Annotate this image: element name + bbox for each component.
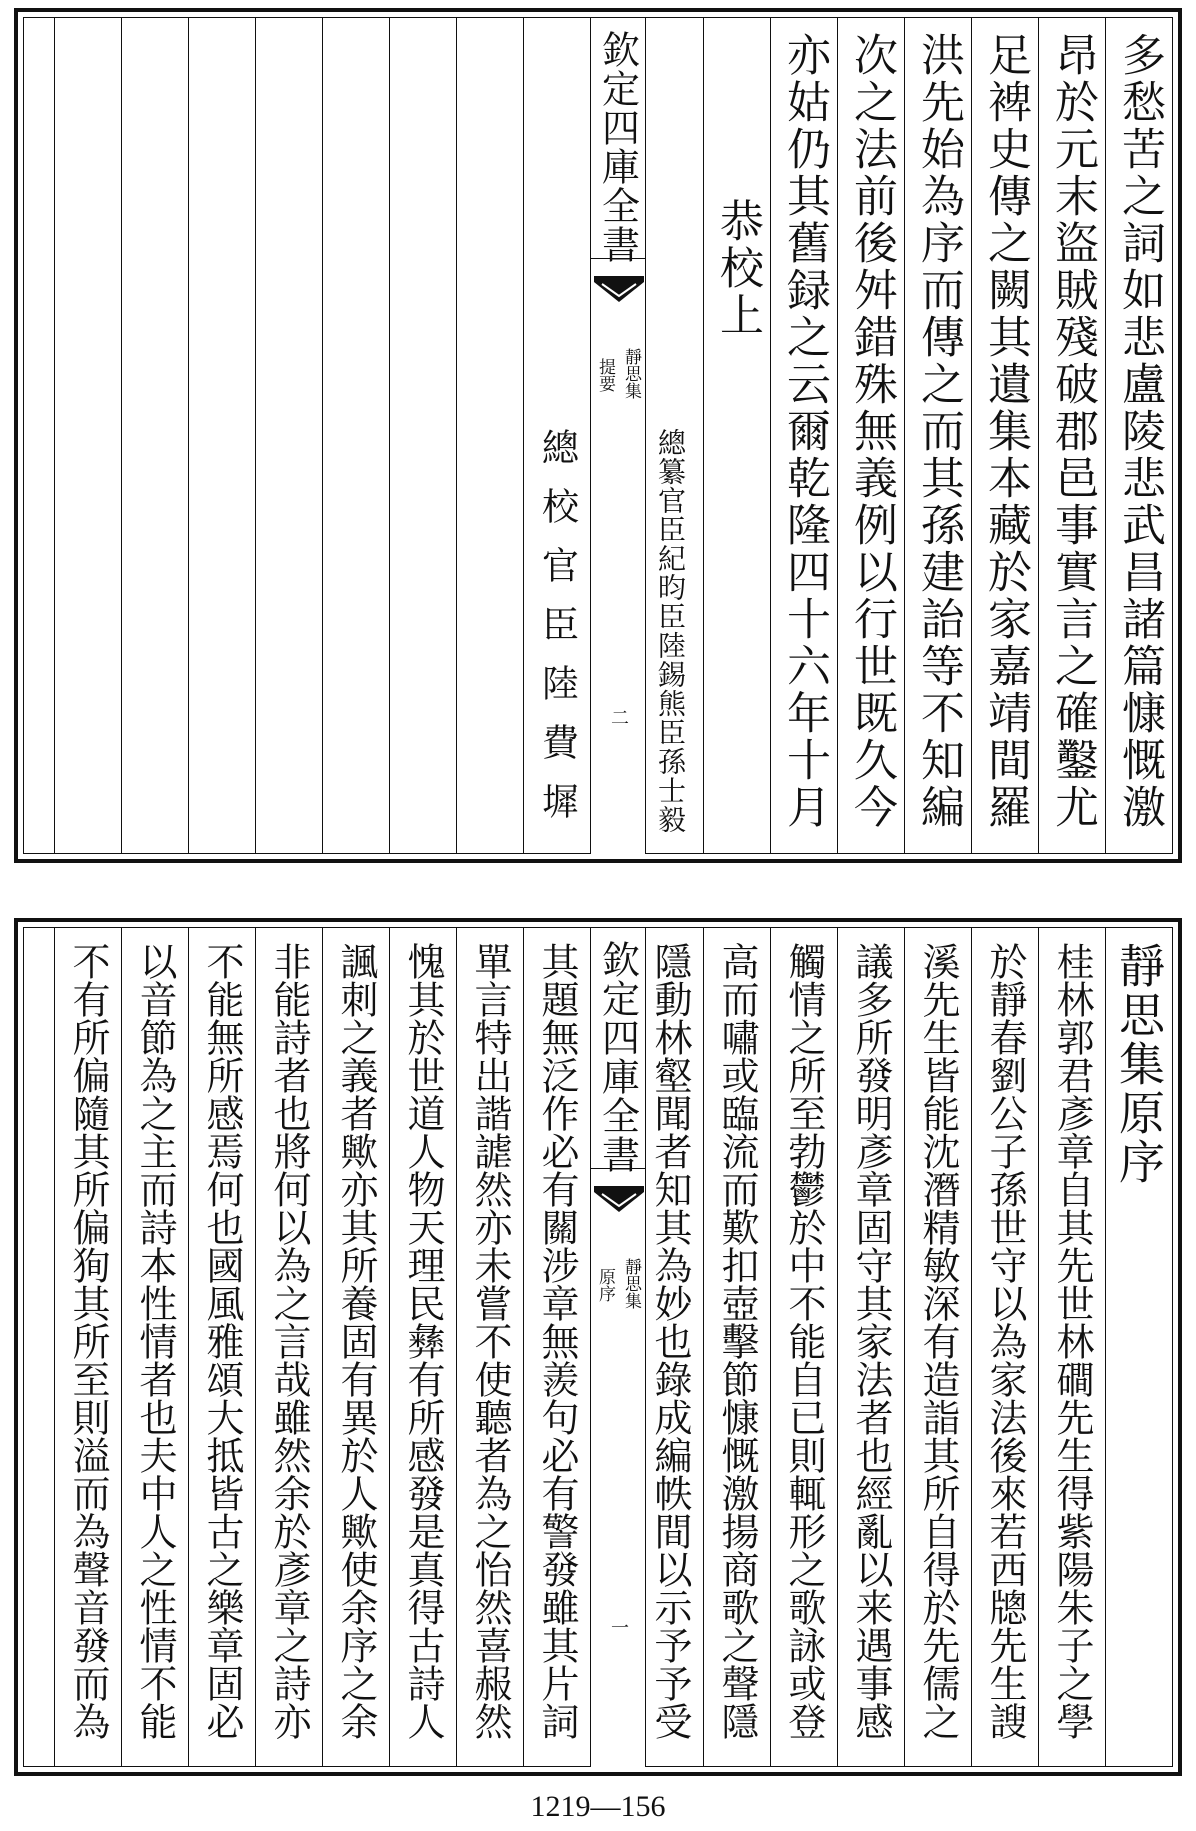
text-column <box>121 928 188 1767</box>
bottom-page <box>14 918 1182 1776</box>
text-column <box>188 18 255 854</box>
text-column <box>121 18 188 854</box>
column-text: 愧其於世道人物天理民彝有所感發是真得古詩人 <box>401 942 445 1740</box>
text-column <box>456 18 523 854</box>
compiler-credit: 總纂官臣紀昀臣陸錫熊臣孫士毅 <box>654 428 687 834</box>
column-text: 桂林郭君彥章自其先世林磵先生得紫陽朱子之學 <box>1050 942 1094 1740</box>
text-column <box>188 928 255 1767</box>
page-number: 二 <box>608 708 629 726</box>
column-text: 次之法前後舛錯殊無義例以行世既久今 <box>846 32 897 831</box>
text-column <box>322 18 389 854</box>
book-title: 欽定四庫全書 <box>595 30 640 264</box>
proofreader-credit: 總校官臣陸費墀 <box>535 428 579 841</box>
column-text: 不有所偏隨其所偏狥其所至則溢而為聲音發而為 <box>66 942 110 1740</box>
text-column <box>389 18 456 854</box>
banner-section: 原序 <box>595 1268 615 1302</box>
column-text: 議多所發明彥章固守其家法者也經亂以来遇事感 <box>849 942 893 1740</box>
column-text: 於靜春劉公子孫世守以為家法後來若西牕先生謏 <box>983 942 1027 1740</box>
catalog-number: 1219—156 <box>530 1790 666 1823</box>
column-text: 以音節為之主而詩本性情者也夫中人之性情不能 <box>133 942 177 1740</box>
banner-subtitle: 靜思集 <box>621 1258 641 1309</box>
text-column <box>255 928 322 1767</box>
text-column <box>837 18 904 854</box>
text-column <box>1038 18 1105 854</box>
text-column <box>636 18 703 854</box>
text-column <box>322 928 389 1767</box>
column-text: 亦姑仍其舊録之云爾乾隆四十六年十月 <box>779 32 830 831</box>
center-banner <box>590 18 646 854</box>
column-text: 洪先始為序而傳之而其孫建詒等不知編 <box>913 32 964 831</box>
column-text: 昂於元末盜賊殘破郡邑事實言之確鑿尤 <box>1047 32 1098 831</box>
center-banner <box>590 928 646 1767</box>
column-text: 非能詩者也將何以為之言哉雖然余於彥章之詩亦 <box>267 942 311 1740</box>
text-column <box>1105 928 1172 1767</box>
banner-subtitle: 靜思集 <box>621 348 641 399</box>
column-text: 足裨史傳之闕其遺集本藏於家嘉靖間羅 <box>980 32 1031 831</box>
column-text: 高而嘯或臨流而歎扣壺擊節慷慨激揚商歌之聲隱 <box>715 942 759 1740</box>
text-column <box>703 18 770 854</box>
text-column <box>636 928 703 1767</box>
text-column <box>523 928 590 1767</box>
column-text: 恭校上 <box>712 198 763 339</box>
column-text: 諷刺之義者歟亦其所養固有異於人歟使余序之余 <box>334 942 378 1740</box>
text-column <box>255 18 322 854</box>
column-text: 溪先生皆能沈潛精敏深有造詣其所自得於先儒之 <box>916 942 960 1740</box>
fish-tail-mark-icon <box>594 1186 644 1214</box>
text-column <box>770 928 837 1767</box>
column-text: 單言特出諧謔然亦未嘗不使聽者為之怡然喜赧然 <box>468 942 512 1740</box>
text-column <box>523 18 590 854</box>
text-column <box>971 928 1038 1767</box>
banner-section: 提要 <box>595 358 615 392</box>
column-text: 多愁苦之詞如悲盧陵悲武昌諸篇慷慨激 <box>1114 32 1165 831</box>
text-column <box>54 928 121 1767</box>
text-column <box>54 18 121 854</box>
text-column <box>904 18 971 854</box>
text-column <box>1105 18 1172 854</box>
fish-tail-mark-icon <box>594 276 644 304</box>
text-column <box>389 928 456 1767</box>
book-title: 欽定四庫全書 <box>595 940 640 1174</box>
text-column <box>770 18 837 854</box>
top-page <box>14 8 1182 863</box>
column-text: 隱動林壑聞者知其為妙也錄成編帙間以示予予受 <box>648 942 692 1740</box>
preface-title: 靜思集原序 <box>1112 942 1166 1187</box>
text-column <box>1038 928 1105 1767</box>
text-column <box>703 928 770 1767</box>
column-text: 不能無所感焉何也國風雅頌大抵皆古之樂章固必 <box>200 942 244 1740</box>
column-text: 觸情之所至勃鬱於中不能自已則輒形之歌詠或登 <box>782 942 826 1740</box>
text-column <box>837 928 904 1767</box>
page-number: 一 <box>608 1618 629 1636</box>
text-column <box>456 928 523 1767</box>
text-column <box>971 18 1038 854</box>
column-text: 其題無泛作必有關涉章無羨句必有警發雖其片詞 <box>535 942 579 1740</box>
text-column <box>904 928 971 1767</box>
